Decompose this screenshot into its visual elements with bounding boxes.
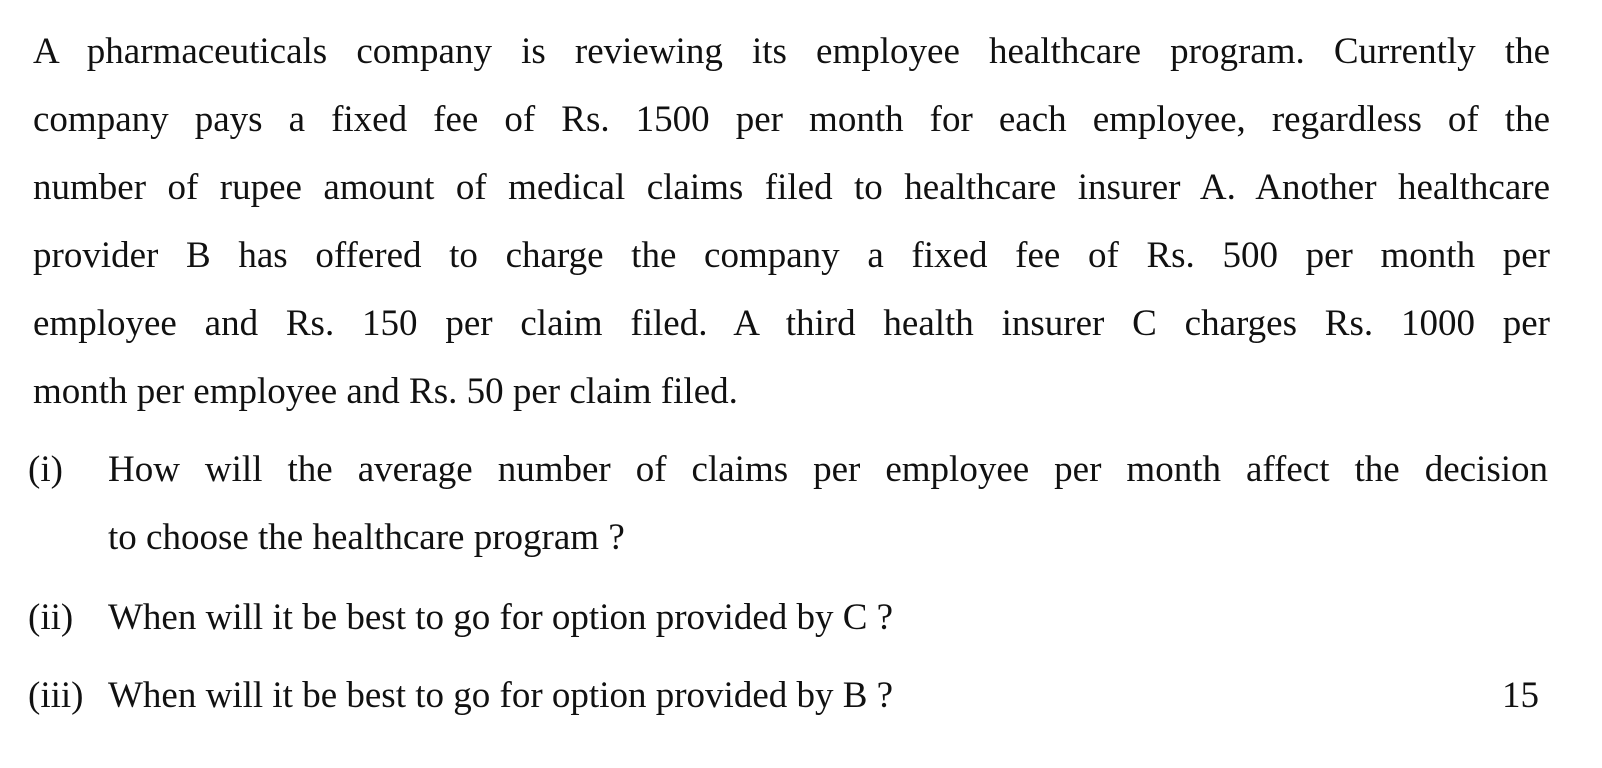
question-paragraph <box>33 18 1550 426</box>
sub-question-number: (i) <box>28 449 63 490</box>
sub-question-line: When will it be best to go for option provided by C ? <box>108 597 894 638</box>
sub-question-line: When will it be best to go for option provided by B ? <box>108 675 894 716</box>
sub-question-number: (ii) <box>28 597 74 638</box>
paragraph-line: provider B has offered to charge the company a fixed fee of Rs. 500 per month per <box>33 235 1550 276</box>
sub-question-number: (iii) <box>28 675 84 716</box>
paragraph-line: number of rupee amount of medical claims filed to healthcare insurer A. Another healthcare <box>33 167 1550 208</box>
sub-question-text <box>108 584 1548 652</box>
marks-value: 15 <box>1502 675 1539 716</box>
paragraph-line: company pays a fixed fee of Rs. 1500 per month for each employee, regardless of the <box>33 99 1550 140</box>
sub-question-text <box>108 436 1548 572</box>
paragraph-line: A pharmaceuticals company is reviewing its employee healthcare program. Currently the <box>33 31 1550 72</box>
sub-question-text <box>108 662 1548 730</box>
sub-question-line: How will the average number of claims per employee per month affect the decision <box>108 449 1548 490</box>
sub-question-line: to choose the healthcare program ? <box>108 517 625 558</box>
paragraph-line: employee and Rs. 150 per claim filed. A third health insurer C charges Rs. 1000 per <box>33 303 1550 344</box>
paragraph-line: month per employee and Rs. 50 per claim filed. <box>33 371 738 412</box>
